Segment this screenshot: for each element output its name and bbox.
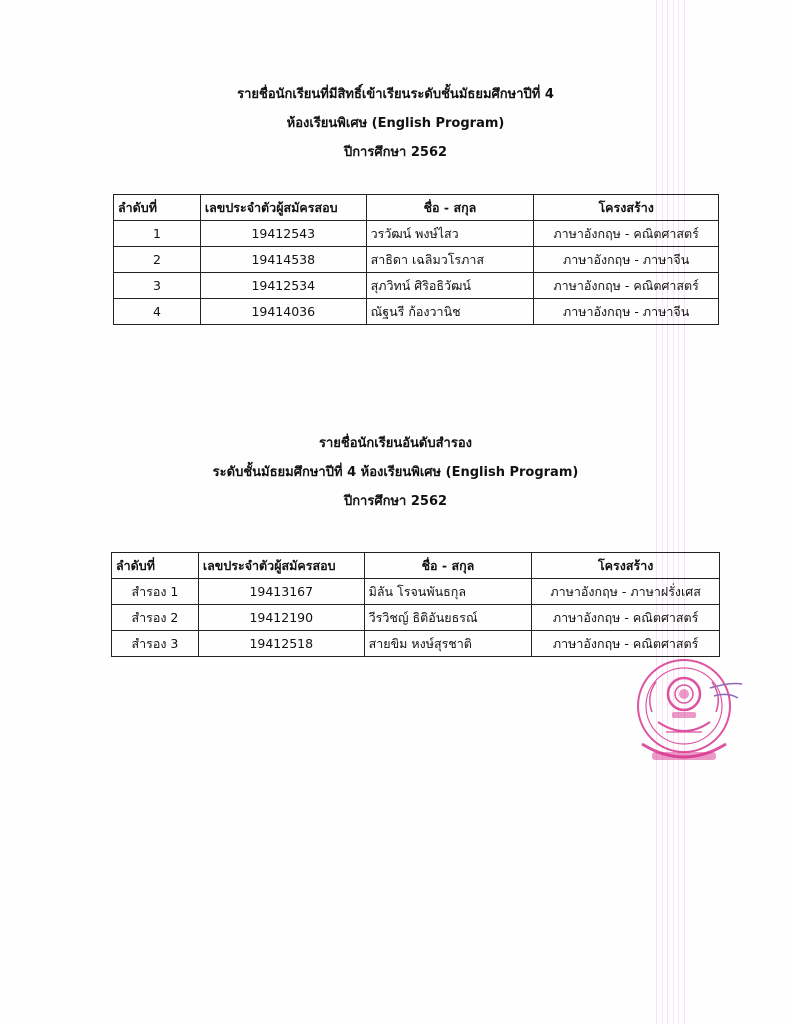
- cell-name: สาธิดา เฉลิมวโรภาส: [366, 247, 534, 273]
- header-applicant-id: เลขประจำตัวผู้สมัครสอบ: [200, 195, 366, 221]
- header-program: โครงสร้าง: [534, 195, 719, 221]
- cell-program: ภาษาอังกฤษ - ภาษาจีน: [534, 247, 719, 273]
- header-program: โครงสร้าง: [532, 553, 720, 579]
- table-header-row: [112, 553, 720, 579]
- cell-program: ภาษาอังกฤษ - คณิตศาสตร์: [532, 631, 720, 657]
- cell-order: สำรอง 3: [112, 631, 199, 657]
- header-order: ลำดับที่: [114, 195, 201, 221]
- cell-applicant-id: 19412190: [198, 605, 364, 631]
- section1-title-line2: ห้องเรียนพิเศษ (English Program): [286, 116, 505, 131]
- cell-order: สำรอง 1: [112, 579, 199, 605]
- cell-name: มิลัน โรจนพันธกุล: [364, 579, 532, 605]
- cell-applicant-id: 19414036: [200, 299, 366, 325]
- cell-program: ภาษาอังกฤษ - ภาษาฝรั่งเศส: [532, 579, 720, 605]
- cell-name: วรวัฒน์ พงษ์ไสว: [366, 221, 534, 247]
- section2-title-line2: ระดับชั้นมัธยมศึกษาปีที่ 4 ห้องเรียนพิเศษ (English Program): [212, 465, 579, 480]
- cell-applicant-id: 19412518: [198, 631, 364, 657]
- cell-program: ภาษาอังกฤษ - ภาษาจีน: [534, 299, 719, 325]
- cell-name: สุภวิทน์ ศิริอธิวัฒน์: [366, 273, 534, 299]
- cell-order: สำรอง 2: [112, 605, 199, 631]
- table-header-row: [114, 195, 719, 221]
- cell-order: 4: [114, 299, 201, 325]
- cell-program: ภาษาอังกฤษ - คณิตศาสตร์: [534, 221, 719, 247]
- section2-title-line3: ปีการศึกษา 2562: [343, 494, 448, 509]
- cell-order: 3: [114, 273, 201, 299]
- admitted-students-table: [113, 194, 719, 325]
- cell-applicant-id: 19413167: [198, 579, 364, 605]
- table-row: [112, 605, 720, 631]
- cell-applicant-id: 19414538: [200, 247, 366, 273]
- table-row: [114, 273, 719, 299]
- header-order: ลำดับที่: [112, 553, 199, 579]
- cell-order: 2: [114, 247, 201, 273]
- table-row: [112, 579, 720, 605]
- reserve-students-table: [111, 552, 720, 657]
- cell-applicant-id: 19412534: [200, 273, 366, 299]
- cell-applicant-id: 19412543: [200, 221, 366, 247]
- table-row: [114, 221, 719, 247]
- cell-name: สายขิม หงษ์สุรชาติ: [364, 631, 532, 657]
- school-seal-icon: [622, 648, 750, 772]
- section2-title-line1: รายชื่อนักเรียนอันดับสำรอง: [319, 436, 472, 451]
- cell-program: ภาษาอังกฤษ - คณิตศาสตร์: [534, 273, 719, 299]
- header-name: ชื่อ - สกุล: [366, 195, 534, 221]
- table-row: [114, 247, 719, 273]
- cell-program: ภาษาอังกฤษ - คณิตศาสตร์: [532, 605, 720, 631]
- cell-name: วีรวิชญ์ ธิติอันยธรณ์: [364, 605, 532, 631]
- header-applicant-id: เลขประจำตัวผู้สมัครสอบ: [198, 553, 364, 579]
- section1-title-line1: รายชื่อนักเรียนที่มีสิทธิ์เข้าเรียนระดับชั้นมัธยมศึกษาปีที่ 4: [237, 87, 554, 102]
- cell-order: 1: [114, 221, 201, 247]
- cell-name: ณัฐนรี ก้องวานิช: [366, 299, 534, 325]
- header-name: ชื่อ - สกุล: [364, 553, 532, 579]
- section1-title-line3: ปีการศึกษา 2562: [343, 145, 448, 160]
- table-row: [114, 299, 719, 325]
